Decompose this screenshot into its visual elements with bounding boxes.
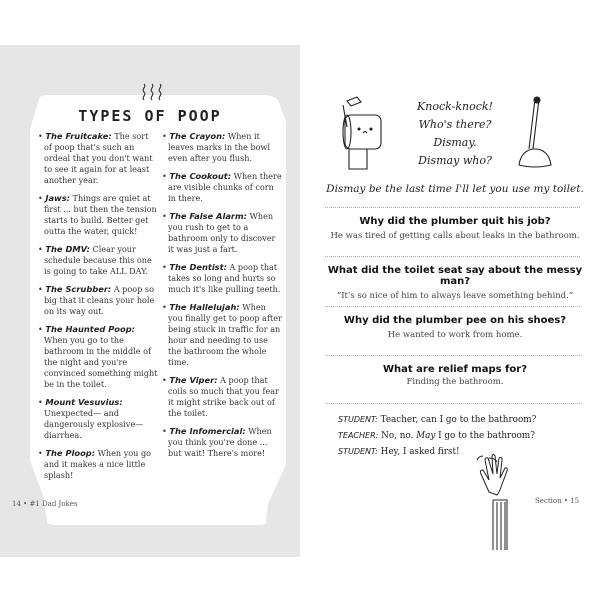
page-title: TYPES OF POOP [78,107,222,125]
poop-type-description: When you rush to get to a bathroom only to discover it was just a fart. [168,211,276,254]
poop-type-description: Things are quiet at first ... but then the tension starts to build. Better get outta the water, quick! [44,193,157,236]
poop-type-term: The False Alarm: [169,211,247,221]
joke-3 [320,315,590,340]
poop-list-column-1 [38,131,158,488]
poop-type-description: When it leaves marks in the bowl even after you flush. [168,131,271,163]
poop-type-item: • The Dentist: A poop that takes so long and hurts so much it's like pulling teeth. [162,262,281,294]
poop-type-term: The Ploop: [45,448,96,458]
page-footer-left: 14 • #1 Dad Jokes [12,500,78,508]
joke-answer: “It's so nice of him to always leave something behind.” [336,291,574,301]
poop-type-item: • The Scrubber: A poop so big that it cleans your hole on its way out. [38,284,155,316]
divider [325,355,580,356]
poop-type-item: • The Hallelujah: When you finally get to poop after being stuck in traffic for an hour and needing to use the bathroom the whole time. [162,302,282,367]
joke-question: Why did the plumber pee on his shoes? [343,315,567,326]
poop-type-description: When you go and it makes a nice little splash! [44,448,151,480]
toilet-paper-icon [333,93,393,173]
knock-line: Dismay. [433,136,477,149]
joke-question: Why did the plumber quit his job? [359,216,551,227]
knock-punchline: Dismay be the last time I'll let you use my toilet. [326,183,584,195]
divider [325,207,580,208]
poop-type-description: When there are visible chunks of corn in there. [168,171,282,203]
plunger-icon [515,95,555,175]
divider [325,403,580,404]
poop-type-term: The Viper: [169,375,218,385]
poop-type-item: • The Crayon: When it leaves marks in the bowl even after you flush. [162,131,271,163]
poop-type-term: The Infomercial: [169,426,246,436]
line-emphasis: May [416,431,436,441]
line-text: Hey, I asked first! [377,447,460,457]
speaker-label: STUDENT: [338,415,378,424]
poop-type-term: The DMV: [45,244,90,254]
poop-type-description: When you think you're done ... but wait! There's more! [168,426,272,458]
poop-type-description: A poop that takes so long and hurts so much it's like pulling teeth. [168,262,281,294]
poop-type-item: • The DMV: Clear your schedule because this one is going to take ALL DAY. [38,244,152,276]
poop-type-term: Jaws: [45,193,70,203]
dialogue-line [338,428,536,444]
divider [325,306,580,307]
poop-type-item: • The Infomercial: When you think you're done ... but wait! There's more! [162,426,272,458]
poop-type-item: • The Fruitcake: The sort of poop that's such an ordeal that you don't want to see it again for at least another year. [38,131,153,185]
poop-type-item: • The False Alarm: When you rush to get to a bathroom only to discover it was just a fart. [162,211,276,254]
raised-hand-icon [475,452,520,552]
poop-type-item: • Mount Vesuvius: Unexpected— and dangerously explosive—diarrhea. [38,397,144,440]
knock-knock-joke [400,98,510,170]
speaker-label: STUDENT: [338,447,378,456]
line-text: No, no. [378,431,417,441]
poop-type-term: The Hallelujah: [169,302,240,312]
poop-type-term: Mount Vesuvius: [45,397,123,407]
poop-type-term: The Scrubber: [45,284,112,294]
poop-type-description: Clear your schedule because this one is going to take ALL DAY. [44,244,152,276]
poop-type-term: The Fruitcake: [45,131,112,141]
joke-2 [320,265,590,301]
joke-4 [320,364,590,387]
poop-type-description: The sort of poop that's such an ordeal that you don't want to see it again for at least another year. [44,131,153,185]
poop-type-description: A poop so big that it cleans your hole on its way out. [44,284,155,316]
poop-type-item: • Jaws: Things are quiet at first ... but then the tension starts to build. Better get outta the water, quick! [38,193,157,236]
poop-type-item: • The Viper: A poop that coils so much that you fear it might strike back out of the toilet. [162,375,279,418]
dialogue-line [338,412,536,428]
knock-line: Dismay who? [418,154,492,167]
poop-type-item: • The Haunted Poop: When you go to the bathroom in the middle of the night and you're convinced something might be in the toilet. [38,324,158,389]
divider [325,256,580,257]
poop-type-item: • The Cookout: When there are visible chunks of corn in there. [162,171,282,203]
poop-type-term: The Haunted Poop: [45,324,135,334]
poop-type-description: When you go to the bathroom in the middle of the night and you're convinced something might be in the toilet. [44,335,158,389]
knock-line: Who's there? [418,118,492,131]
joke-question: What are relief maps for? [383,364,527,375]
joke-answer: He wanted to work from home. [387,330,523,340]
joke-answer: Finding the bathroom. [406,377,504,387]
speaker-label: TEACHER: [338,431,379,440]
page-footer-right: Section • 15 [535,497,580,505]
poop-type-term: The Crayon: [169,131,226,141]
joke-1 [320,216,590,241]
line-text: Teacher, can I go to the bathroom? [377,415,537,425]
poop-type-item: • The Ploop: When you go and it makes a nice little splash! [38,448,151,480]
joke-question: What did the toilet seat say about the messy man? [327,265,583,287]
poop-list-column-2 [162,131,282,466]
left-page [0,45,300,557]
poop-type-description: When you finally get to poop after being stuck in traffic for an hour and needing to use the bathroom the whole time. [168,302,282,367]
poop-type-term: The Dentist: [169,262,227,272]
poop-type-description: Unexpected— and dangerously explosive—diarrhea. [44,408,144,440]
line-text-end: I go to the bathroom? [435,431,535,441]
knock-line: Knock-knock! [417,100,493,113]
poop-type-term: The Cookout: [169,171,232,181]
poop-type-description: A poop that coils so much that you fear it might strike back out of the toilet. [168,375,279,418]
joke-answer: He was tired of getting calls about leaks in the bathroom. [330,231,580,241]
steam-icon [140,83,164,105]
